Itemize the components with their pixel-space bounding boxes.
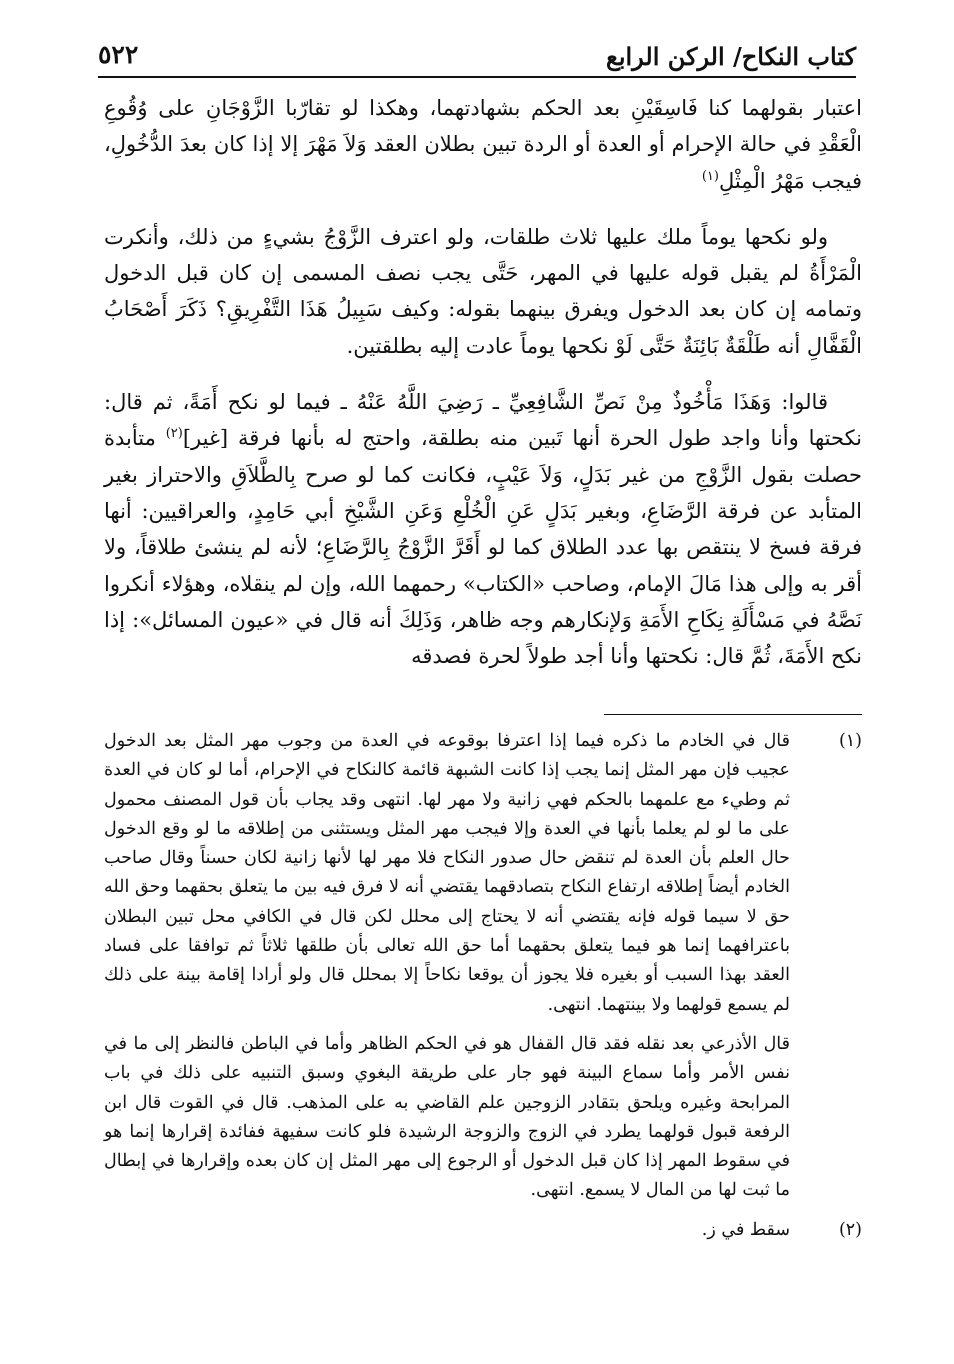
footnote-1-paragraph-1: قال في الخادم ما ذكره فيما إذا اعترفا بوقوعه في العدة من وجوب مهر المثل بعد الدخول عجيب فإن مهر المثل إنما يجب إذا كانت الشبهة قائمة كالنكاح في الإحرام، أما لو كان في العدة ثم وطيء مع علمهما بالحكم فهي زانية ولا مهر لها. انتهى وقد يجاب بأن قول المصنف محمول على ما لو لم يعلما بأنها في العدة وإلا فيجب مهر المثل ويستثنى من إطلاقه ما لو وقع الدخول حال العلم بأن العدة لم تنقض حال صدور النكاح فلا مهر لها لأنها زانية لكان حسناً وقال صاحب الخادم أيضاً إطلاقه ارتفاع النكاح بتصادقهما يقتضي أنه لا فرق فيه بين ما يتعلق بحقهما وحق الله حق لا سيما قوله فإنه يقتضي أنه لا يحتاج إلى محلل لكن قال في الكافي محل تبين البطلان باعترافهما إنما هو فيما يتعلق بحقهما أما حق الله تعالى بأن طلقها ثلاثاً ثم توافقا على فساد العقد بهذا السبب أو بغيره فلا يجوز أن يوقعا نكاحاً إلا بمحلل قال ولو أرادا إقامة بينة على ذلك لم يسمع قولهما ولا بينتهما. انتهى.: [104, 731, 790, 1015]
paragraph-2: ولو نكحها يوماً ملك عليها ثلاث طلقات، ولو اعترف الزَّوْجُ بشيءٍ من ذلك، وأنكرت الْمَرْأَةُ لم يقبل قوله عليها في المهر، حَتَّى يجب نصف المسمى إن كان قبل الدخول وتمامه إن كان بعد الدخول ويفرق بينهما بقوله: وكيف سَبِيلُ هَذَا التَّفْرِيقِ؟ ذَكَرَ أَصْحَابُ الْقَفَّالِ أنه طَلْقَةٌ بَائِنَةٌ حَتَّى لَوْ نكحها يوماً عادت إليه بطلقتين.: [104, 224, 862, 358]
paragraph-3-text-b: متأبدة حصلت بقول الزَّوْجِ من غير بَدَلٍ، وَلاَ عَيْبٍ، فكانت كما لو صرح بِالطَّلاَقِ والاحتراز بغير المتأبد عن فرقة الرَّضَاعِ، وبغير بَدَلٍ عَنِ الْخُلْعِ وَعَنِ الشَّيْخِ أبي حَامِدٍ، والعراقيين: أنها فرقة فسخ لا ينتقص بها عدد الطلاق كما لو أَقَرَّ الزَّوْجُ بِالرَّضَاعِ؛ لأنه لم ينشئ طلاقاً، ولا أقر به وإلى هذا مَالَ الإمام، وصاحب «الكتاب» رحمهما الله، وإن لم ينقلاه، وهؤلاء أنكروا نَصَّهُ في مَسْأَلَةِ نِكَاحِ الأَمَةِ وَلإنكارهم وجه ظاهر، وَذَلِكَ أنه قال في «عيون المسائل»: إذا نكح الأَمَةَ، ثُمَّ قال: نكحتها وأنا أجد طولاً لحرة فصدقه: [104, 426, 862, 669]
footnote-2-paragraph-1: سقط في ز.: [701, 1219, 790, 1240]
footnote-1: [104, 727, 862, 1206]
main-text: [104, 90, 862, 674]
footnote-2-number: (٢): [838, 1219, 862, 1240]
running-header: [98, 38, 856, 78]
footnote-ref-2: (٢): [165, 426, 183, 442]
paragraph-1: [104, 90, 862, 199]
chapter-title: كتاب النكاح/ الركن الرابع: [606, 42, 856, 71]
paragraph-3-text-a: قالوا: وَهَذَا مَأْخُوذٌ مِنْ نَصِّ الشَّافِعِيِّ ـ رَضِيَ اللَّهُ عَنْهُ ـ فيما لو نكح أَمَةً، ثم قال: نكحتها وأنا واجد طول الحرة أنها تَبين منه بطلقة، واحتج له بأنها فرقة [غير]: [104, 390, 863, 451]
page-number: ٥٢٢: [98, 40, 139, 69]
paragraph-1-text: اعتبار بقولهما كنا فَاسِقَيْنِ بعد الحكم بشهادتهما، وهكذا لو تقارّبا الزَّوْجَانِ على وُقُوعِ الْعَقْدِ في حالة الإحرام أو العدة أو الردة تبين بطلان العقد وَلاَ مَهْرَ إلا إذا كان بعدَ الدُّخُولِ، فيجب مَهْرُ الْمِثْلِ: [104, 96, 862, 193]
footnote-1-number: (١): [838, 731, 862, 751]
footnote-separator: [604, 714, 862, 715]
footnote-2: [104, 1216, 862, 1245]
paragraph-3: [104, 384, 862, 674]
footnote-1-paragraph-2: قال الأذرعي بعد نقله فقد قال القفال هو في الحكم الظاهر وأما في الباطن فالنظر إلى ما في نفس الأمر وأما سماع البينة فهو جار على طريقة البغوي وسبق التنبيه على ذلك في باب المرابحة وغيره ويلحق بتقادر الزوجين علم القاضي به على المذهب. قال في القوت قال ابن الرفعة قبول قولهما يطرد في الزوج والزوجة الرشيدة فلو كانت سفيهة ففائدة إقرارها إنما هو في سقوط المهر إذا كان قبل الدخول أو الرجوع إلى مهر المثل إن كان بعده وإقرارها في إبطال ما ثبت لها من المال لا يسمع. انتهى.: [104, 1033, 790, 1201]
footnote-ref-1: (١): [701, 168, 719, 184]
footnotes: [104, 727, 862, 1245]
